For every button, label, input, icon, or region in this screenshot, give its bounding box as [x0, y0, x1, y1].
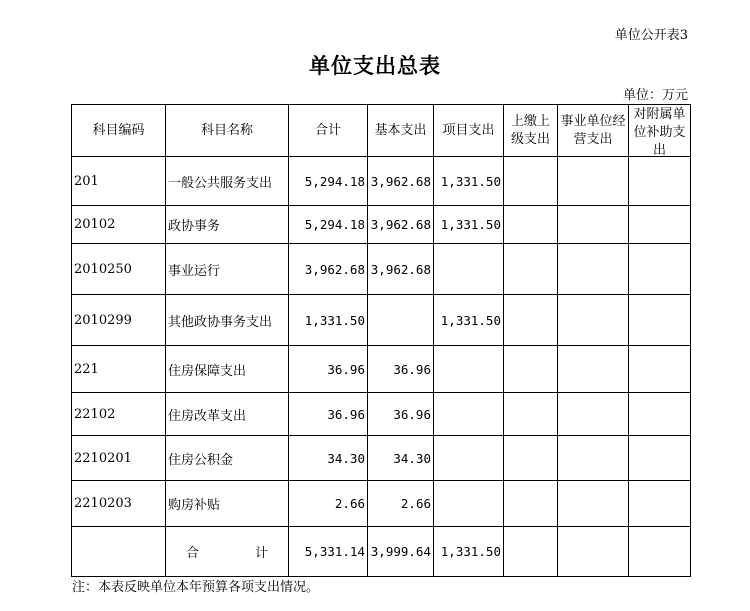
- table-number: 单位公开表3: [614, 28, 688, 43]
- table-row: [72, 244, 691, 295]
- cell-upper: [504, 346, 558, 393]
- cell-code: 2010250: [72, 244, 166, 295]
- table-row: [72, 393, 691, 436]
- cell-total: 36.96: [289, 346, 368, 393]
- header-total: 合计: [289, 105, 368, 157]
- header-subsidy-label: 对附属单位补助支出: [633, 106, 686, 156]
- table-row: [72, 295, 691, 346]
- cell-project: [434, 393, 504, 436]
- total-label: [166, 527, 289, 577]
- cell-subsidy: [629, 157, 691, 206]
- cell-name: 一般公共服务支出: [166, 157, 289, 206]
- cell-code: [72, 527, 166, 577]
- cell-upper: [504, 157, 558, 206]
- table-row: [72, 157, 691, 206]
- page-title: 单位支出总表: [309, 54, 441, 78]
- table-row: [72, 481, 691, 527]
- cell-code: 20102: [72, 206, 166, 244]
- cell-basic: 3,962.68: [368, 206, 434, 244]
- cell-name: 购房补贴: [166, 481, 289, 527]
- header-project: 项目支出: [434, 105, 504, 157]
- cell-business: [558, 436, 629, 481]
- cell-total: 1,331.50: [289, 295, 368, 346]
- cell-upper: [504, 393, 558, 436]
- cell-project: 1,331.50: [434, 157, 504, 206]
- total-amount: 5,331.14: [289, 527, 368, 577]
- total-row: [72, 527, 691, 577]
- cell-name: 住房公积金: [166, 436, 289, 481]
- cell-total: 3,962.68: [289, 244, 368, 295]
- cell-business: [558, 346, 629, 393]
- table-row: [72, 346, 691, 393]
- cell-project: 1,331.50: [434, 295, 504, 346]
- cell-name: 住房保障支出: [166, 346, 289, 393]
- cell-project: [434, 346, 504, 393]
- table-row: [72, 206, 691, 244]
- total-basic: 3,999.64: [368, 527, 434, 577]
- cell-total: 5,294.18: [289, 157, 368, 206]
- cell-code: 2010299: [72, 295, 166, 346]
- cell-basic: 34.30: [368, 436, 434, 481]
- cell-basic: 3,962.68: [368, 157, 434, 206]
- cell-total: 5,294.18: [289, 206, 368, 244]
- cell-project: [434, 436, 504, 481]
- cell-business: [558, 206, 629, 244]
- table-row: [72, 436, 691, 481]
- header-basic: 基本支出: [368, 105, 434, 157]
- total-subsidy: [629, 527, 691, 577]
- cell-subsidy: [629, 295, 691, 346]
- header-upper-label: 上缴上级支出: [510, 113, 550, 147]
- cell-name: 其他政协事务支出: [166, 295, 289, 346]
- cell-total: 2.66: [289, 481, 368, 527]
- cell-upper: [504, 206, 558, 244]
- cell-code: 2210203: [72, 481, 166, 527]
- cell-basic: 36.96: [368, 393, 434, 436]
- cell-subsidy: [629, 206, 691, 244]
- cell-subsidy: [629, 393, 691, 436]
- header-row: [72, 105, 691, 157]
- cell-basic: 36.96: [368, 346, 434, 393]
- cell-total: 36.96: [289, 393, 368, 436]
- total-business: [558, 527, 629, 577]
- cell-code: 221: [72, 346, 166, 393]
- total-label-left: 合: [185, 546, 199, 561]
- header-business: [558, 105, 629, 157]
- cell-name: 住房改革支出: [166, 393, 289, 436]
- cell-subsidy: [629, 481, 691, 527]
- cell-project: [434, 244, 504, 295]
- cell-upper: [504, 481, 558, 527]
- footnote: 注：本表反映单位本年预算各项支出情况。: [72, 580, 320, 595]
- header-code: 科目编码: [72, 105, 166, 157]
- cell-name: 事业运行: [166, 244, 289, 295]
- header-name: 科目名称: [166, 105, 289, 157]
- cell-business: [558, 244, 629, 295]
- cell-project: 1,331.50: [434, 206, 504, 244]
- cell-basic: [368, 295, 434, 346]
- cell-business: [558, 393, 629, 436]
- total-project: 1,331.50: [434, 527, 504, 577]
- header-subsidy: [629, 105, 691, 157]
- cell-subsidy: [629, 244, 691, 295]
- unit-label: 单位：万元: [622, 88, 688, 103]
- cell-code: 201: [72, 157, 166, 206]
- cell-upper: [504, 436, 558, 481]
- cell-subsidy: [629, 346, 691, 393]
- cell-business: [558, 295, 629, 346]
- cell-subsidy: [629, 436, 691, 481]
- cell-business: [558, 157, 629, 206]
- header-upper: [504, 105, 558, 157]
- total-label-right: 计: [255, 546, 269, 561]
- cell-total: 34.30: [289, 436, 368, 481]
- cell-code: 22102: [72, 393, 166, 436]
- header-business-label: 事业单位经营支出: [560, 113, 626, 147]
- cell-business: [558, 481, 629, 527]
- cell-basic: 2.66: [368, 481, 434, 527]
- total-upper: [504, 527, 558, 577]
- cell-name: 政协事务: [166, 206, 289, 244]
- cell-basic: 3,962.68: [368, 244, 434, 295]
- cell-upper: [504, 244, 558, 295]
- cell-upper: [504, 295, 558, 346]
- expenditure-table: [71, 104, 691, 577]
- cell-code: 2210201: [72, 436, 166, 481]
- cell-project: [434, 481, 504, 527]
